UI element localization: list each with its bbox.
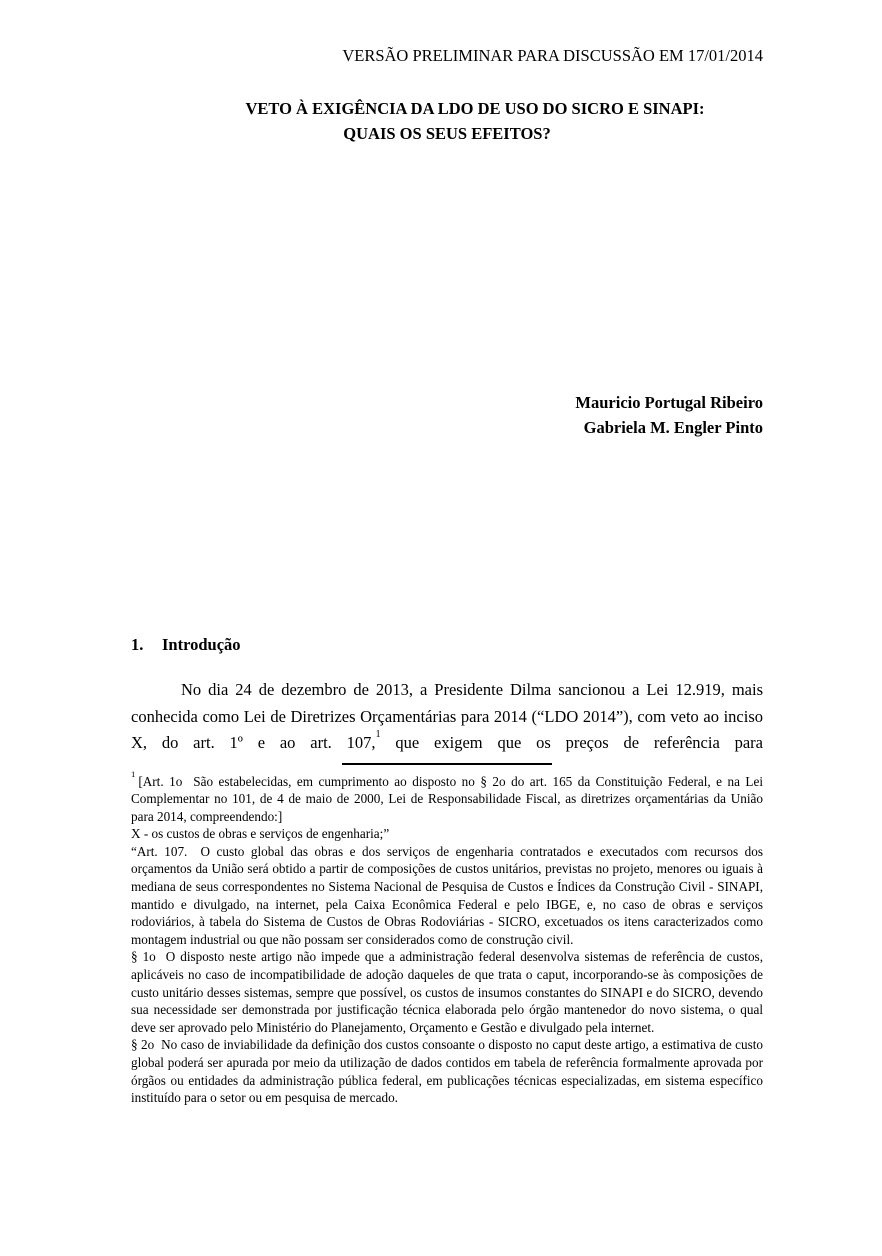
document-title-line-2: QUAIS OS SEUS EFEITOS? [343, 124, 551, 143]
footnote-paragraph-5: § 2o No caso de inviabilidade da definição dos custos consoante o disposto no caput deste artigo, a estimativa de custo global poderá ser apurada por meio da utilização de dados contidos em tabela de referência formalmente aprovada por órgãos ou entidades da administração pública federal, em publicações técnicas especializadas, em sistema específico instituído para o setor ou em pesquisa de mercado. [131, 1037, 763, 1106]
section-number: 1. [131, 635, 144, 654]
paragraph-text-before-footnote-ref: No dia 24 de dezembro de 2013, a Presidente Dilma sancionou a Lei 12.919, mais conhecida como Lei de Diretrizes Orçamentárias para 2014 (“LDO 2014”), com veto ao inciso X, do art. 1º e ao art. 107, [131, 680, 763, 752]
draft-version-note: VERSÃO PRELIMINAR PARA DISCUSSÃO EM 17/01/2014 [342, 46, 763, 65]
author-name-1: Mauricio Portugal Ribeiro [575, 393, 763, 412]
footnote-separator-rule [342, 763, 552, 765]
footnote-paragraph-2: X - os custos de obras e serviços de engenharia;” [131, 826, 390, 842]
paragraph-text-after-footnote-ref: que exigem que os preços de referência para [380, 733, 763, 752]
footnote-number-marker: 1 [131, 768, 136, 779]
footnote-block [131, 768, 763, 1107]
authors-block [131, 390, 763, 440]
footnote-paragraph-1-text: [Art. 1o São estabelecidas, em cumprimento ao disposto no § 2o do art. 165 da Constituição Federal, e na Lei Complementar no 101, de 4 de maio de 2000, Lei de Responsabilidade Fiscal, as diretrizes orçamentárias da União para 2014, compreendendo:] [131, 773, 763, 824]
footnote-paragraph-3: “Art. 107. O custo global das obras e dos serviços de engenharia contratados e executados com recursos dos orçamentos da União será obtido a partir de composições de custos unitários, previstas no projeto, menores ou iguais à mediana de seus correspondentes no Sistema Nacional de Pesquisa de Custos e Índices da Construção Civil - SINAPI, mantido e divulgado, na internet, pela Caixa Econômica Federal e pelo IBGE, e, no caso de obras e serviços rodoviários, à tabela do Sistema de Custos de Obras Rodoviárias - SICRO, excetuados os itens caracterizados como montagem industrial ou que não possam ser considerados como de construção civil. [131, 843, 763, 947]
document-title [131, 96, 763, 146]
author-name-2: Gabriela M. Engler Pinto [583, 418, 763, 437]
footnote-paragraph-1 [131, 768, 763, 826]
intro-paragraph [131, 677, 763, 757]
document-title-line-1: VETO À EXIGÊNCIA DA LDO DE USO DO SICRO E SINAPI: [245, 99, 705, 118]
section-title: Introdução [162, 635, 241, 654]
section-heading [131, 632, 763, 657]
footnote-paragraph-4: § 1o O disposto neste artigo não impede que a administração federal desenvolva sistemas de referência de custos, aplicáveis no caso de incompatibilidade de adoção daqueles de que trata o caput, incorporando-se às composições de custo unitário desses sistemas, sempre que possível, os custos de insumos constantes do SINAPI e do SICRO, devendo sua necessidade ser demonstrada por justificação técnica elaborada pelo órgão mantenedor do novo sistema, o qual deve ser aprovado pelo Ministério do Planejamento, Orçamento e Gestão e divulgado pela internet. [131, 949, 763, 1035]
footnote-reference-marker: 1 [375, 728, 381, 740]
